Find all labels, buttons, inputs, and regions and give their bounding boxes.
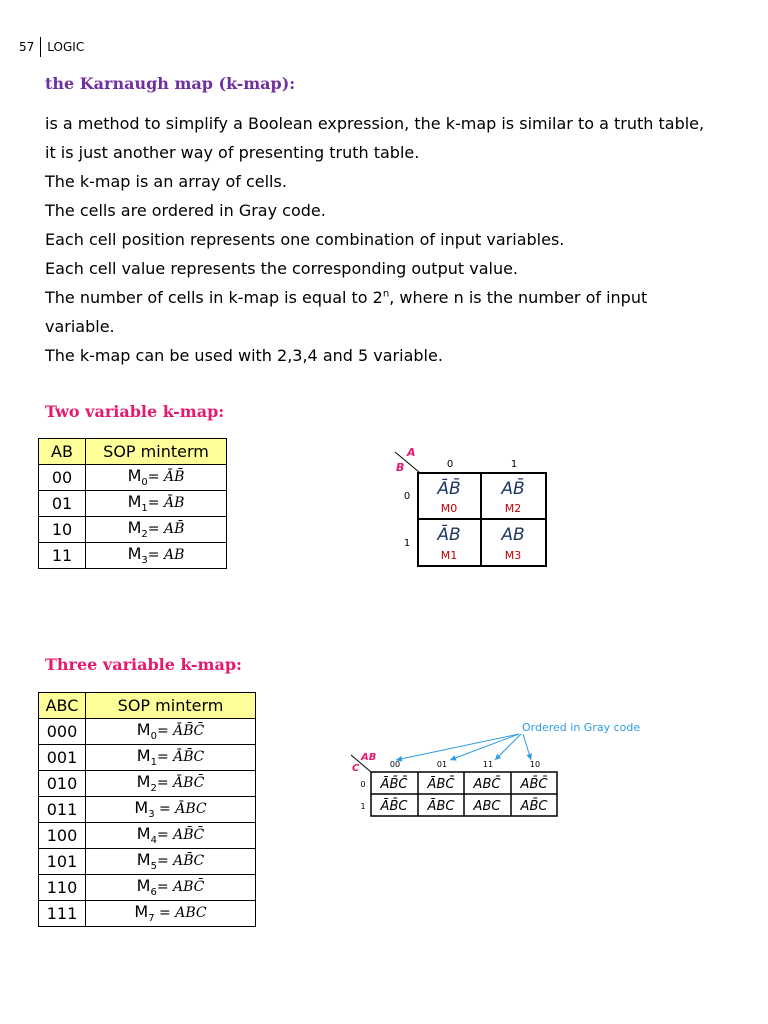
- minterm-cell: [86, 849, 256, 875]
- table-header: SOP minterm: [86, 693, 256, 719]
- gray-code-arrow: [523, 734, 531, 760]
- two-var-table: [38, 438, 227, 569]
- table-row: [39, 543, 227, 569]
- minterm-cell: [86, 517, 227, 543]
- kmap-cell-label: M2: [504, 502, 522, 515]
- paragraph: The k-map is an array of cells.: [45, 172, 287, 191]
- input-cell: 101: [39, 849, 86, 875]
- three-var-kmap: [345, 715, 645, 825]
- paragraph: The cells are ordered in Gray code.: [45, 201, 326, 220]
- minterm-index: 2: [141, 529, 148, 541]
- kmap-col-label: 0: [446, 459, 454, 470]
- input-cell: 10: [39, 517, 86, 543]
- minterm-name: M: [136, 824, 151, 844]
- kmap-row-label: 1: [360, 802, 366, 811]
- minterm-index: 5: [150, 861, 157, 873]
- paragraph: The k-map can be used with 2,3,4 and 5 variable.: [45, 346, 443, 365]
- kmap-cell-expr: AB: [501, 525, 525, 545]
- kmap-cell: ĀB̄C̄: [380, 777, 408, 792]
- table-row: [39, 465, 227, 491]
- minterm-cell: [86, 797, 256, 823]
- minterm-index: 0: [141, 477, 148, 489]
- minterm-cell: [86, 543, 227, 569]
- three-var-heading: Three variable k-map:: [45, 655, 242, 674]
- kmap-cell: AB̄C̄: [520, 777, 548, 792]
- minterm-index: 7: [148, 913, 155, 925]
- minterm-expression: = ABC: [154, 905, 207, 922]
- kmap-var-c: C: [352, 763, 360, 774]
- kmap-cell-label: M3: [504, 549, 522, 562]
- kmap-cell: ABC: [473, 799, 501, 814]
- gray-code-arrow: [396, 734, 519, 760]
- kmap-cell: ĀBC̄: [427, 777, 455, 792]
- minterm-expression: = AB̄: [147, 521, 185, 538]
- kmap-cell-expr: AB̄: [501, 479, 525, 499]
- minterm-index: 6: [150, 887, 157, 899]
- kmap-cell-label: M1: [440, 549, 458, 562]
- kmap-cell-expr: ĀB: [437, 525, 461, 545]
- kmap-col-label: 01: [436, 760, 448, 769]
- paragraph: is a method to simplify a Boolean expression, the k-map is similar to a truth table,: [45, 114, 705, 133]
- minterm-name: M: [127, 518, 142, 538]
- kmap-col-label: 10: [529, 760, 541, 769]
- kmap-col-label: 11: [482, 760, 494, 769]
- kmap-row-label: 0: [360, 780, 366, 789]
- table-row: [39, 797, 256, 823]
- input-cell: 01: [39, 491, 86, 517]
- kmap-var-b: B: [396, 461, 405, 474]
- text-run: , where n is the number of input: [389, 288, 648, 307]
- minterm-index: 1: [141, 503, 148, 515]
- table-row: [39, 849, 256, 875]
- table-row: [39, 517, 227, 543]
- kmap-row-label: 1: [403, 538, 411, 549]
- input-cell: 111: [39, 901, 86, 927]
- minterm-name: M: [136, 772, 151, 792]
- kmap-title: the Karnaugh map (k-map):: [45, 74, 296, 93]
- input-cell: 001: [39, 745, 86, 771]
- table-row: [39, 745, 256, 771]
- kmap-cell: AB̄C: [520, 799, 548, 814]
- table-row: [39, 901, 256, 927]
- table-row: [39, 491, 227, 517]
- minterm-name: M: [134, 902, 149, 922]
- kmap-col-label: 1: [510, 459, 518, 470]
- minterm-name: M: [136, 720, 151, 740]
- minterm-name: M: [134, 798, 149, 818]
- minterm-index: 4: [150, 835, 157, 847]
- paragraph: Each cell position represents one combination of input variables.: [45, 230, 565, 249]
- minterm-name: M: [127, 544, 142, 564]
- input-cell: 000: [39, 719, 86, 745]
- two-var-kmap: [385, 444, 555, 574]
- gray-code-annotation: Ordered in Gray code: [522, 721, 641, 734]
- table-row: [39, 719, 256, 745]
- kmap-col-label: 00: [389, 760, 401, 769]
- table-header: AB: [39, 439, 86, 465]
- kmap-cell-label: M0: [440, 502, 458, 515]
- minterm-cell: [86, 491, 227, 517]
- minterm-expression: = ABC̄: [156, 879, 205, 896]
- kmap-row-label: 0: [403, 491, 411, 502]
- minterm-expression: = ĀB̄C̄: [156, 723, 205, 740]
- input-cell: 011: [39, 797, 86, 823]
- minterm-expression: = ĀB: [147, 495, 185, 512]
- superscript: n: [382, 288, 390, 300]
- minterm-cell: [86, 745, 256, 771]
- kmap-cell: ABC̄: [473, 777, 501, 792]
- kmap-var-ab: AB: [361, 752, 377, 763]
- minterm-name: M: [136, 876, 151, 896]
- minterm-index: 3: [148, 809, 155, 821]
- minterm-expression: = AB̄C: [156, 853, 205, 870]
- header-divider: [40, 37, 41, 57]
- minterm-index: 0: [150, 731, 157, 743]
- minterm-expression: = ĀB̄: [147, 469, 185, 486]
- minterm-expression: = ĀBC̄: [156, 775, 205, 792]
- paragraph: Each cell value represents the corresponding output value.: [45, 259, 519, 278]
- minterm-cell: [86, 771, 256, 797]
- page-header: [19, 37, 84, 57]
- minterm-cell: [86, 823, 256, 849]
- input-cell: 010: [39, 771, 86, 797]
- paragraph: [45, 283, 745, 312]
- minterm-index: 2: [150, 783, 157, 795]
- minterm-expression: = ĀB̄C: [156, 749, 205, 766]
- input-cell: 110: [39, 875, 86, 901]
- two-var-heading: Two variable k-map:: [45, 402, 225, 421]
- paragraph: it is just another way of presenting truth table.: [45, 143, 420, 162]
- minterm-cell: [86, 875, 256, 901]
- minterm-index: 1: [150, 757, 157, 769]
- minterm-name: M: [127, 492, 142, 512]
- table-header: SOP minterm: [86, 439, 227, 465]
- input-cell: 100: [39, 823, 86, 849]
- page-number: 57: [19, 40, 35, 54]
- table-row: [39, 771, 256, 797]
- intro-text: [45, 109, 745, 370]
- kmap-cell: ĀB̄C: [380, 799, 408, 814]
- input-cell: 00: [39, 465, 86, 491]
- minterm-expression: = AB: [147, 547, 185, 564]
- minterm-expression: = ĀBC: [154, 801, 207, 818]
- minterm-expression: = AB̄C̄: [156, 827, 205, 844]
- table-row: [39, 875, 256, 901]
- minterm-index: 3: [141, 555, 148, 567]
- kmap-var-a: A: [407, 446, 416, 459]
- minterm-name: M: [136, 746, 151, 766]
- minterm-cell: [86, 719, 256, 745]
- input-cell: 11: [39, 543, 86, 569]
- section-title: LOGIC: [47, 40, 85, 54]
- minterm-name: M: [127, 466, 142, 486]
- paragraph: variable.: [45, 317, 115, 336]
- minterm-cell: [86, 465, 227, 491]
- minterm-name: M: [136, 850, 151, 870]
- kmap-cell-expr: ĀB̄: [437, 479, 461, 499]
- table-row: [39, 823, 256, 849]
- kmap-cell: ĀBC: [427, 799, 455, 814]
- minterm-cell: [86, 901, 256, 927]
- table-header: ABC: [39, 693, 86, 719]
- three-var-table: [38, 692, 256, 927]
- text-run: The number of cells in k-map is equal to 2: [45, 288, 383, 307]
